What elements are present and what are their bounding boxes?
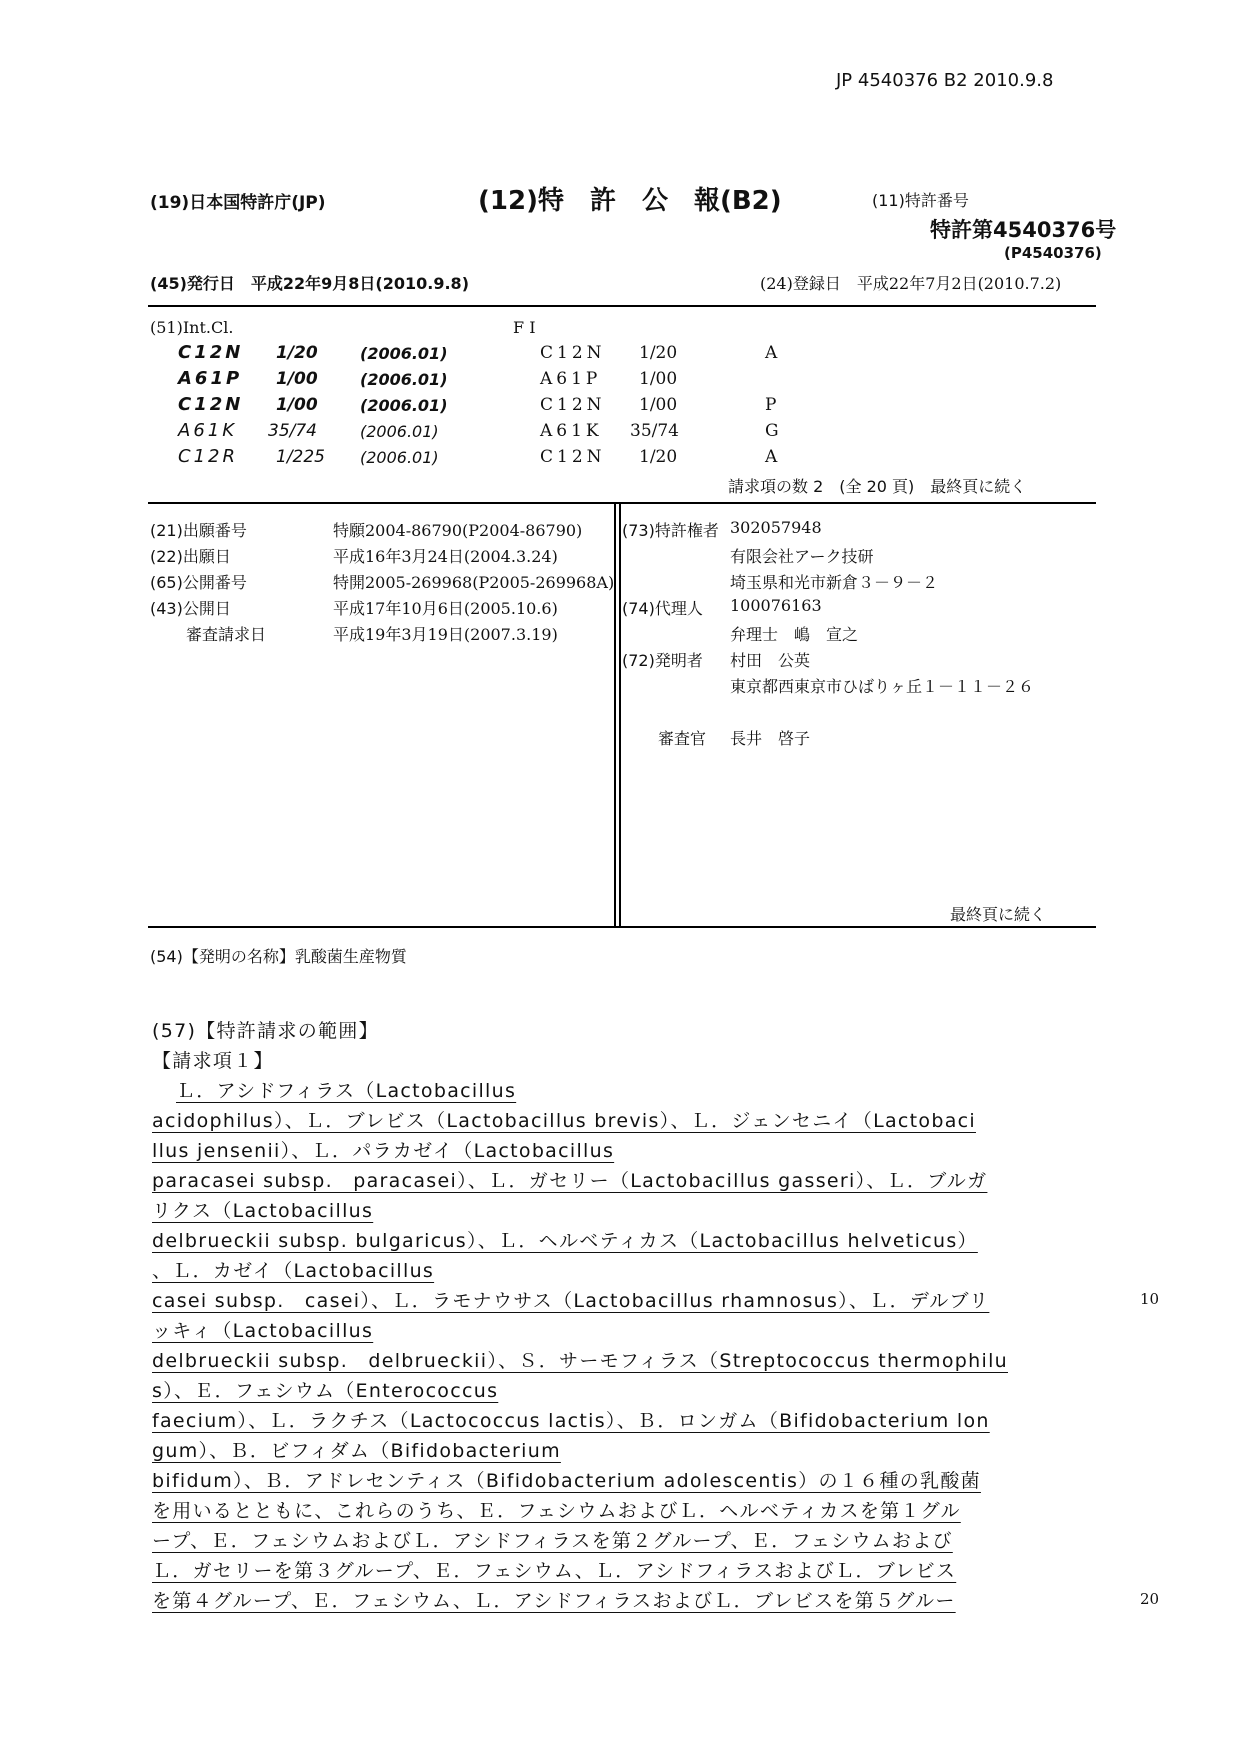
claim-line: リクス（Lactobacillus [152,1200,374,1222]
fi-suffix: P [765,395,777,415]
ipc-date: (2006.01) [360,448,439,467]
office-name: (19)日本国特許庁(JP) [150,193,326,213]
fi-code: C12N [540,395,606,415]
fi-version: 1/20 [639,447,678,467]
claim-line: llus jensenii）、Ｌ．パラカゼイ（Lactobacillus [152,1140,615,1162]
line-number-10: 10 [1140,1290,1160,1308]
filing-date-label: (22)出願日 [150,547,231,566]
claim-line: Ｌ．アシドフィラス（Lactobacillus [176,1080,517,1102]
ipc-version: 1/00 [276,369,318,389]
fi-version: 35/74 [630,421,679,441]
document-type: (12)特 許 公 報(B2) [478,186,782,216]
application-number: 特願2004-86790(P2004-86790) [333,521,583,540]
fi-code: A61K [540,421,603,441]
column-divider [614,504,616,928]
ipc-code: C12R [178,446,238,467]
fi-version: 1/20 [639,343,678,363]
intcl-label: (51)Int.Cl. [150,318,234,337]
invention-title: (54)【発明の名称】乳酸菌生産物質 [150,947,407,966]
ipc-code: A61P [178,368,243,389]
registration-date: (24)登録日 平成22年7月2日(2010.7.2) [760,274,1062,293]
claim-line: Ｌ．ガセリーを第３グループ、Ｅ．フェシウム、Ｌ．アシドフィラスおよびＬ．ブレビス [152,1560,957,1582]
fi-suffix: A [765,343,778,363]
fi-code: C12N [540,343,606,363]
issue-date: (45)発行日 平成22年9月8日(2010.9.8) [150,274,470,293]
patent-number-label: (11)特許番号 [872,191,969,210]
ipc-code: C12N [178,394,244,415]
patent-number: 特許第4540376号 [930,218,1117,242]
ipc-version: 1/00 [276,395,318,415]
header-reference: JP 4540376 B2 2010.9.8 [836,70,1054,91]
continued-note: 最終頁に続く [950,905,1047,924]
rule-bottom [148,926,1096,928]
claim-line: delbrueckii subsp. bulgaricus）、Ｌ．ヘルベティカス（Lactobacillus helveticus） [152,1230,978,1252]
rule-middle [148,502,1096,504]
fi-code: A61P [540,369,602,389]
publication-date: 平成17年10月6日(2005.10.6) [333,599,558,618]
publication-number: 特開2005-269968(P2005-269968A) [333,573,615,592]
claim-line: delbrueckii subsp. delbrueckii）、Ｓ．サーモフィラス（Streptococcus thermophilu [152,1350,1008,1372]
claim-line: paracasei subsp. paracasei）、Ｌ．ガセリー（Lactobacillus gasseri）、Ｌ．ブルガ [152,1170,988,1192]
ipc-date: (2006.01) [360,422,439,441]
claim-line: acidophilus）、Ｌ．ブレビス（Lactobacillus brevis）、Ｌ．ジェンセニイ（Lactobaci [152,1110,976,1132]
ipc-date: (2006.01) [360,396,448,415]
holder-address: 埼玉県和光市新倉３－９－２ [730,573,939,592]
fi-version: 1/00 [639,369,678,389]
ipc-code: C12N [178,342,244,363]
inventor-address: 東京都西東京市ひばりヶ丘１－１１－２６ [730,677,1035,696]
filing-date: 平成16年3月24日(2004.3.24) [333,547,558,566]
line-number-20: 20 [1140,1590,1160,1608]
claim-line: 、Ｌ．カゼイ（Lactobacillus [152,1260,435,1282]
holder-label: (73)特許権者 [622,521,719,540]
exam-request-date-label: 審査請求日 [186,625,267,644]
claims-heading: (57)【特許請求の範囲】 [152,1020,379,1042]
claim-1-heading: 【請求項１】 [152,1050,274,1072]
application-number-label: (21)出願番号 [150,521,247,540]
patent-number-sub: (P4540376) [1004,244,1102,262]
holder-number: 302057948 [730,518,822,537]
claim-line: bifidum）、Ｂ．アドレセンティス（Bifidobacterium adolescentis）の１６種の乳酸菌 [152,1470,981,1492]
claim-line: を用いるとともに、これらのうち、Ｅ．フェシウムおよびＬ．ヘルベティカスを第１グル [152,1500,961,1522]
examiner-label: 審査官 [658,729,707,748]
ipc-version: 1/20 [276,343,318,363]
claim-line: s）、Ｅ．フェシウム（Enterococcus [152,1380,499,1402]
publication-date-label: (43)公開日 [150,599,231,618]
claim-line: ッキィ（Lactobacillus [152,1320,374,1342]
fi-code: C12N [540,447,606,467]
agent-number: 100076163 [730,596,822,615]
ipc-code: A61K [178,420,238,441]
claim-line: faecium）、Ｌ．ラクチス（Lactococcus lactis）、Ｂ．ロンガム（Bifidobacterium lon [152,1410,990,1432]
column-divider [619,504,621,928]
examiner-name: 長井 啓子 [730,729,811,748]
exam-request-date: 平成19年3月19日(2007.3.19) [333,625,558,644]
publication-number-label: (65)公開番号 [150,573,247,592]
fi-suffix: A [765,447,778,467]
agent-name: 弁理士 嶋 宣之 [730,625,859,644]
inventor-name: 村田 公英 [730,651,811,670]
holder-name: 有限会社アーク技研 [730,547,874,566]
rule-top [148,305,1096,307]
agent-label: (74)代理人 [622,599,703,618]
claims-summary: 請求項の数 2 (全 20 頁) 最終頁に続く [728,477,1027,496]
inventor-label: (72)発明者 [622,651,703,670]
ipc-version: 35/74 [268,421,317,441]
claim-line: ープ、Ｅ．フェシウムおよびＬ．アシドフィラスを第２グループ、Ｅ．フェシウムおよび [152,1530,953,1552]
ipc-date: (2006.01) [360,344,448,363]
claim-line: を第４グループ、Ｅ．フェシウム、Ｌ．アシドフィラスおよびＬ．ブレビスを第５グルー [152,1590,956,1612]
fi-suffix: G [765,421,779,441]
ipc-date: (2006.01) [360,370,448,389]
ipc-version: 1/225 [276,447,325,467]
fi-version: 1/00 [639,395,678,415]
claim-line: casei subsp. casei）、Ｌ．ラモナウサス（Lactobacillus rhamnosus）、Ｌ．デルブリ [152,1290,990,1312]
fi-label: F I [513,318,536,337]
claim-line: gum）、Ｂ．ビフィダム（Bifidobacterium [152,1440,561,1462]
